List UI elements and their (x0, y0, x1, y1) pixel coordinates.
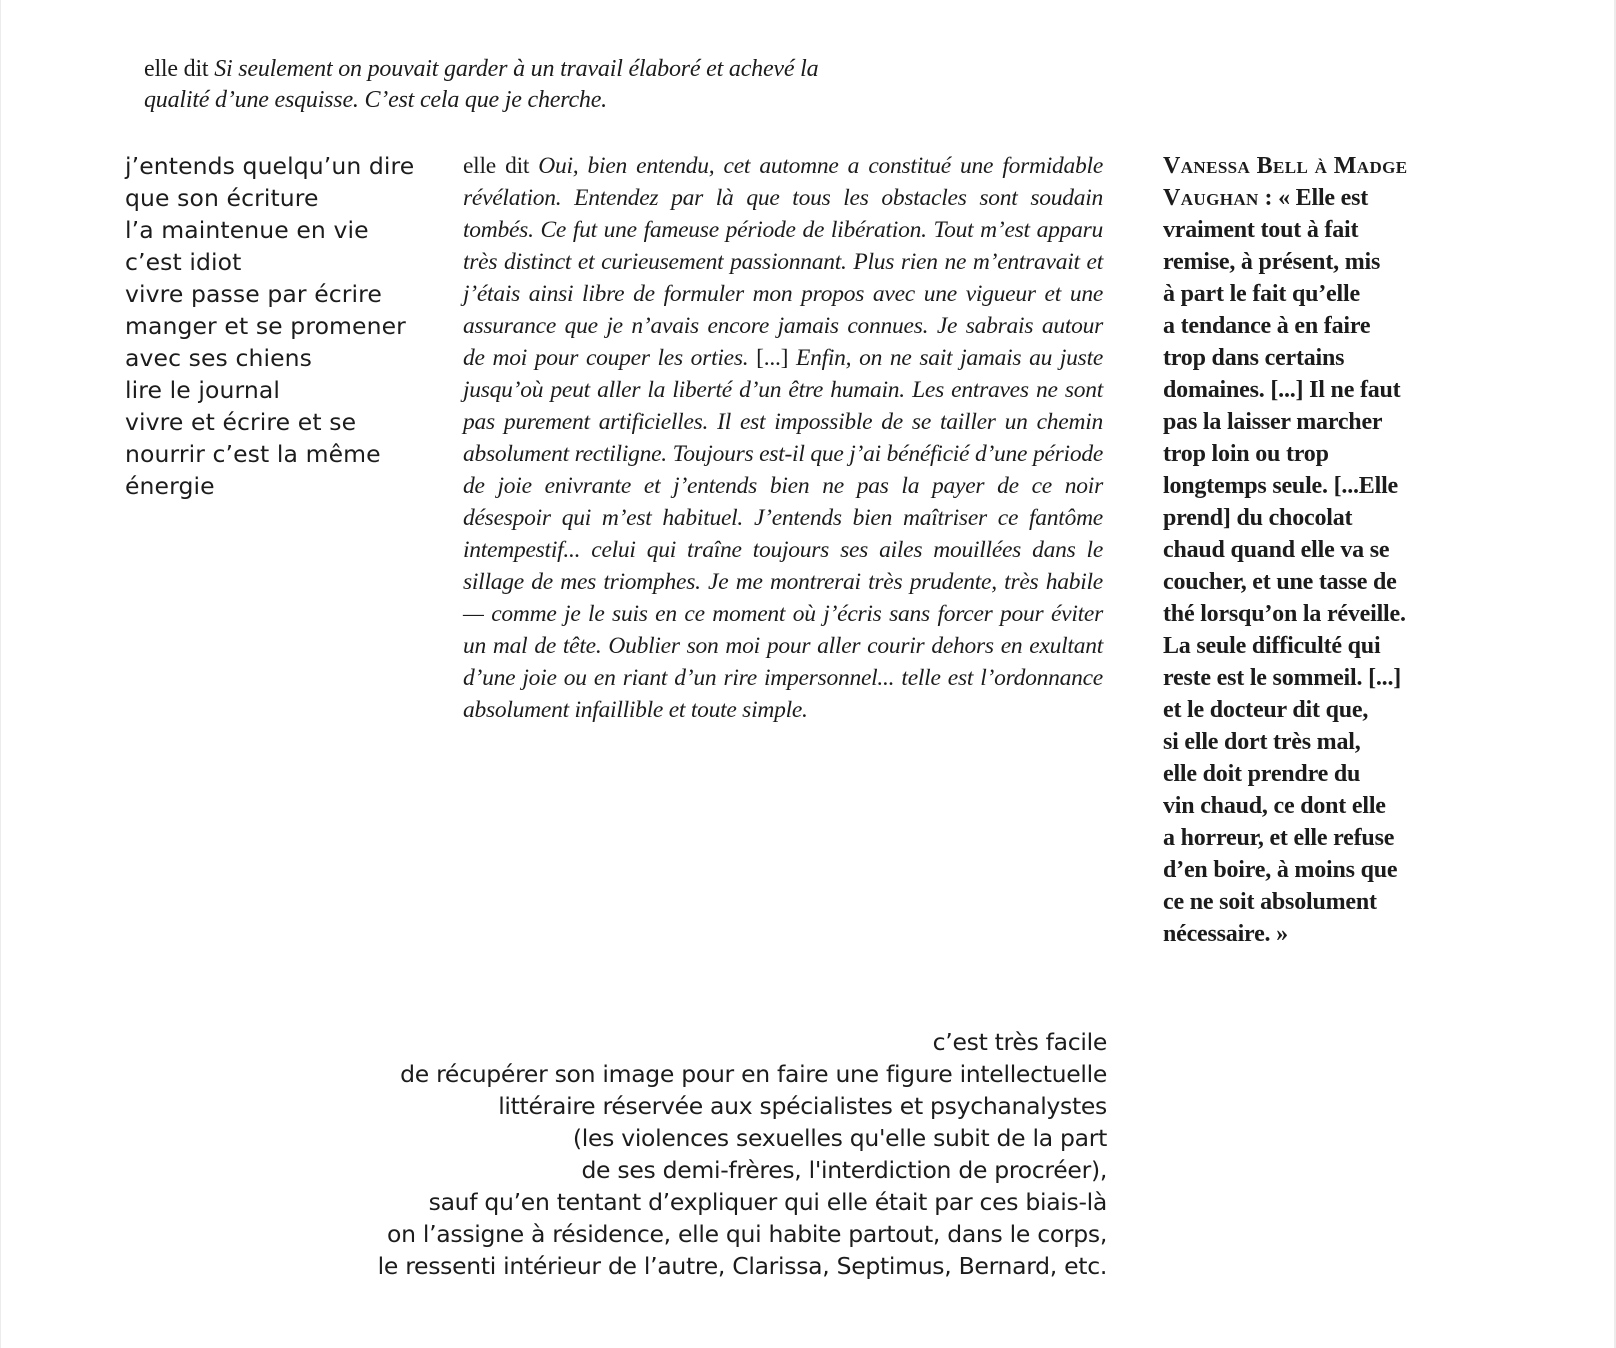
middle-quote-speaker: elle dit (463, 153, 530, 179)
letter-excerpt (1163, 150, 1463, 950)
bottom-poem (301, 1026, 1107, 1282)
letter-heading (1163, 150, 1463, 182)
letter-line: a horreur, et elle refuse (1163, 825, 1395, 851)
poem-line: que son écriture (125, 184, 319, 212)
poem-line: de récupérer son image pour en faire une figure intellectuelle (400, 1060, 1107, 1088)
poem-line: (les violences sexuelles qu'elle subit de la part (572, 1124, 1107, 1152)
letter-line: à part le fait qu’elle (1163, 281, 1360, 307)
letter-opening: : « Elle est (1258, 185, 1369, 211)
poem-line: manger et se promener (125, 312, 406, 340)
poem-line: avec ses chiens (125, 344, 313, 372)
letter-line: a tendance à en faire (1163, 313, 1371, 339)
middle-quote-part2: Enfin, on ne sait jamais au juste jusqu’où peut aller la liberté d’un être humain. Les entraves ne sont pas purement artificielles. Il est impossible de se tailler un chemin absolument rectiligne. Toujours est-il que j’ai bénéficié d’une période de joie enivrante et j’entends bien ne pas la payer de ce noir désespoir qui m’est habituel. J’entends bien maîtriser ce fantôme intempestif... celui qui traîne toujours ses ailes mouillées dans le sillage de mes triomphes. Je me montrerai très prudente, très habile — comme je le suis en ce moment où j’écris sans forcer pour éviter un mal de tête. Oublier son moi pour aller courir dehors en exultant d’une joie ou en riant d’un rire impersonnel... telle est l’ordonnance absolument infaillible et toute simple. (463, 345, 1104, 723)
poem-line: vivre et écrire et se (125, 408, 357, 436)
poem-line: sauf qu’en tentant d’expliquer qui elle était par ces biais-là (428, 1188, 1107, 1216)
poem-line: énergie (125, 472, 215, 500)
letter-line: domaines. [...] Il ne faut (1163, 377, 1401, 403)
letter-line: coucher, et une tasse de (1163, 569, 1397, 595)
letter-line: longtemps seule. [...Elle (1163, 473, 1398, 499)
letter-line: si elle dort très mal, (1163, 729, 1361, 755)
letter-recipient: Vaughan (1163, 185, 1259, 211)
letter-line: trop loin ou trop (1163, 441, 1329, 467)
top-epigraph-speaker: elle dit (144, 56, 209, 82)
letter-line: La seule difficulté qui (1163, 633, 1381, 659)
top-epigraph (144, 54, 844, 116)
middle-quote (463, 150, 1103, 726)
letter-line: vin chaud, ce dont elle (1163, 793, 1386, 819)
poem-line: littéraire réservée aux spécialistes et psychanalystes (498, 1092, 1107, 1120)
poem-line: lire le journal (125, 376, 280, 404)
letter-line: et le docteur dit que, (1163, 697, 1369, 723)
letter-line: prend] du chocolat (1163, 505, 1353, 531)
letter-line: trop dans certains (1163, 345, 1345, 371)
letter-line: chaud quand elle va se (1163, 537, 1390, 563)
letter-heading-continued (1163, 182, 1463, 214)
poem-line: vivre passe par écrire (125, 280, 382, 308)
letter-line: remise, à présent, mis (1163, 249, 1381, 275)
poem-line: nourrir c’est la même (125, 440, 381, 468)
letter-line: vraiment tout à fait (1163, 217, 1359, 243)
poem-line: l’a maintenue en vie (125, 216, 369, 244)
letter-line: pas la laisser marcher (1163, 409, 1383, 435)
top-epigraph-quote: Si seulement on pouvait garder à un travail élaboré et achevé la qualité d’une esquisse. C’est cela que je cherche. (144, 56, 819, 113)
poem-line: le ressenti intérieur de l’autre, Clarissa, Septimus, Bernard, etc. (377, 1252, 1107, 1280)
letter-line: reste est le sommeil. [...] (1163, 665, 1402, 691)
letter-line: nécessaire. » (1163, 921, 1288, 947)
poem-line: j’entends quelqu’un dire (125, 152, 415, 180)
letter-attribution: Vanessa Bell à Madge (1163, 153, 1408, 179)
letter-line: thé lorsqu’on la réveille. (1163, 601, 1406, 627)
poem-line: de ses demi-frères, l'interdiction de procréer), (581, 1156, 1107, 1184)
letter-line: elle doit prendre du (1163, 761, 1361, 787)
poem-line: on l’assigne à résidence, elle qui habite partout, dans le corps, (387, 1220, 1107, 1248)
middle-quote-ellipsis: [...] (756, 345, 789, 371)
poem-line: c’est idiot (125, 248, 242, 276)
middle-quote-part1: Oui, bien entendu, cet automne a constitué une formidable révélation. Entendez par là que tous les obstacles sont soudain tombés. Ce fut une fameuse période de libération. Tout m’est apparu très distinct et curieusement passionnant. Plus rien ne m’entravait et j’étais ainsi libre de formuler mon propos avec une vigueur et une assurance que je n’avais encore jamais connues. Je sabrais autour de moi pour couper les orties. (463, 153, 1104, 371)
letter-line: d’en boire, à moins que (1163, 857, 1398, 883)
poem-line: c’est très facile (932, 1028, 1107, 1056)
letter-line: ce ne soit absolument (1163, 889, 1377, 915)
left-poem (125, 150, 445, 502)
